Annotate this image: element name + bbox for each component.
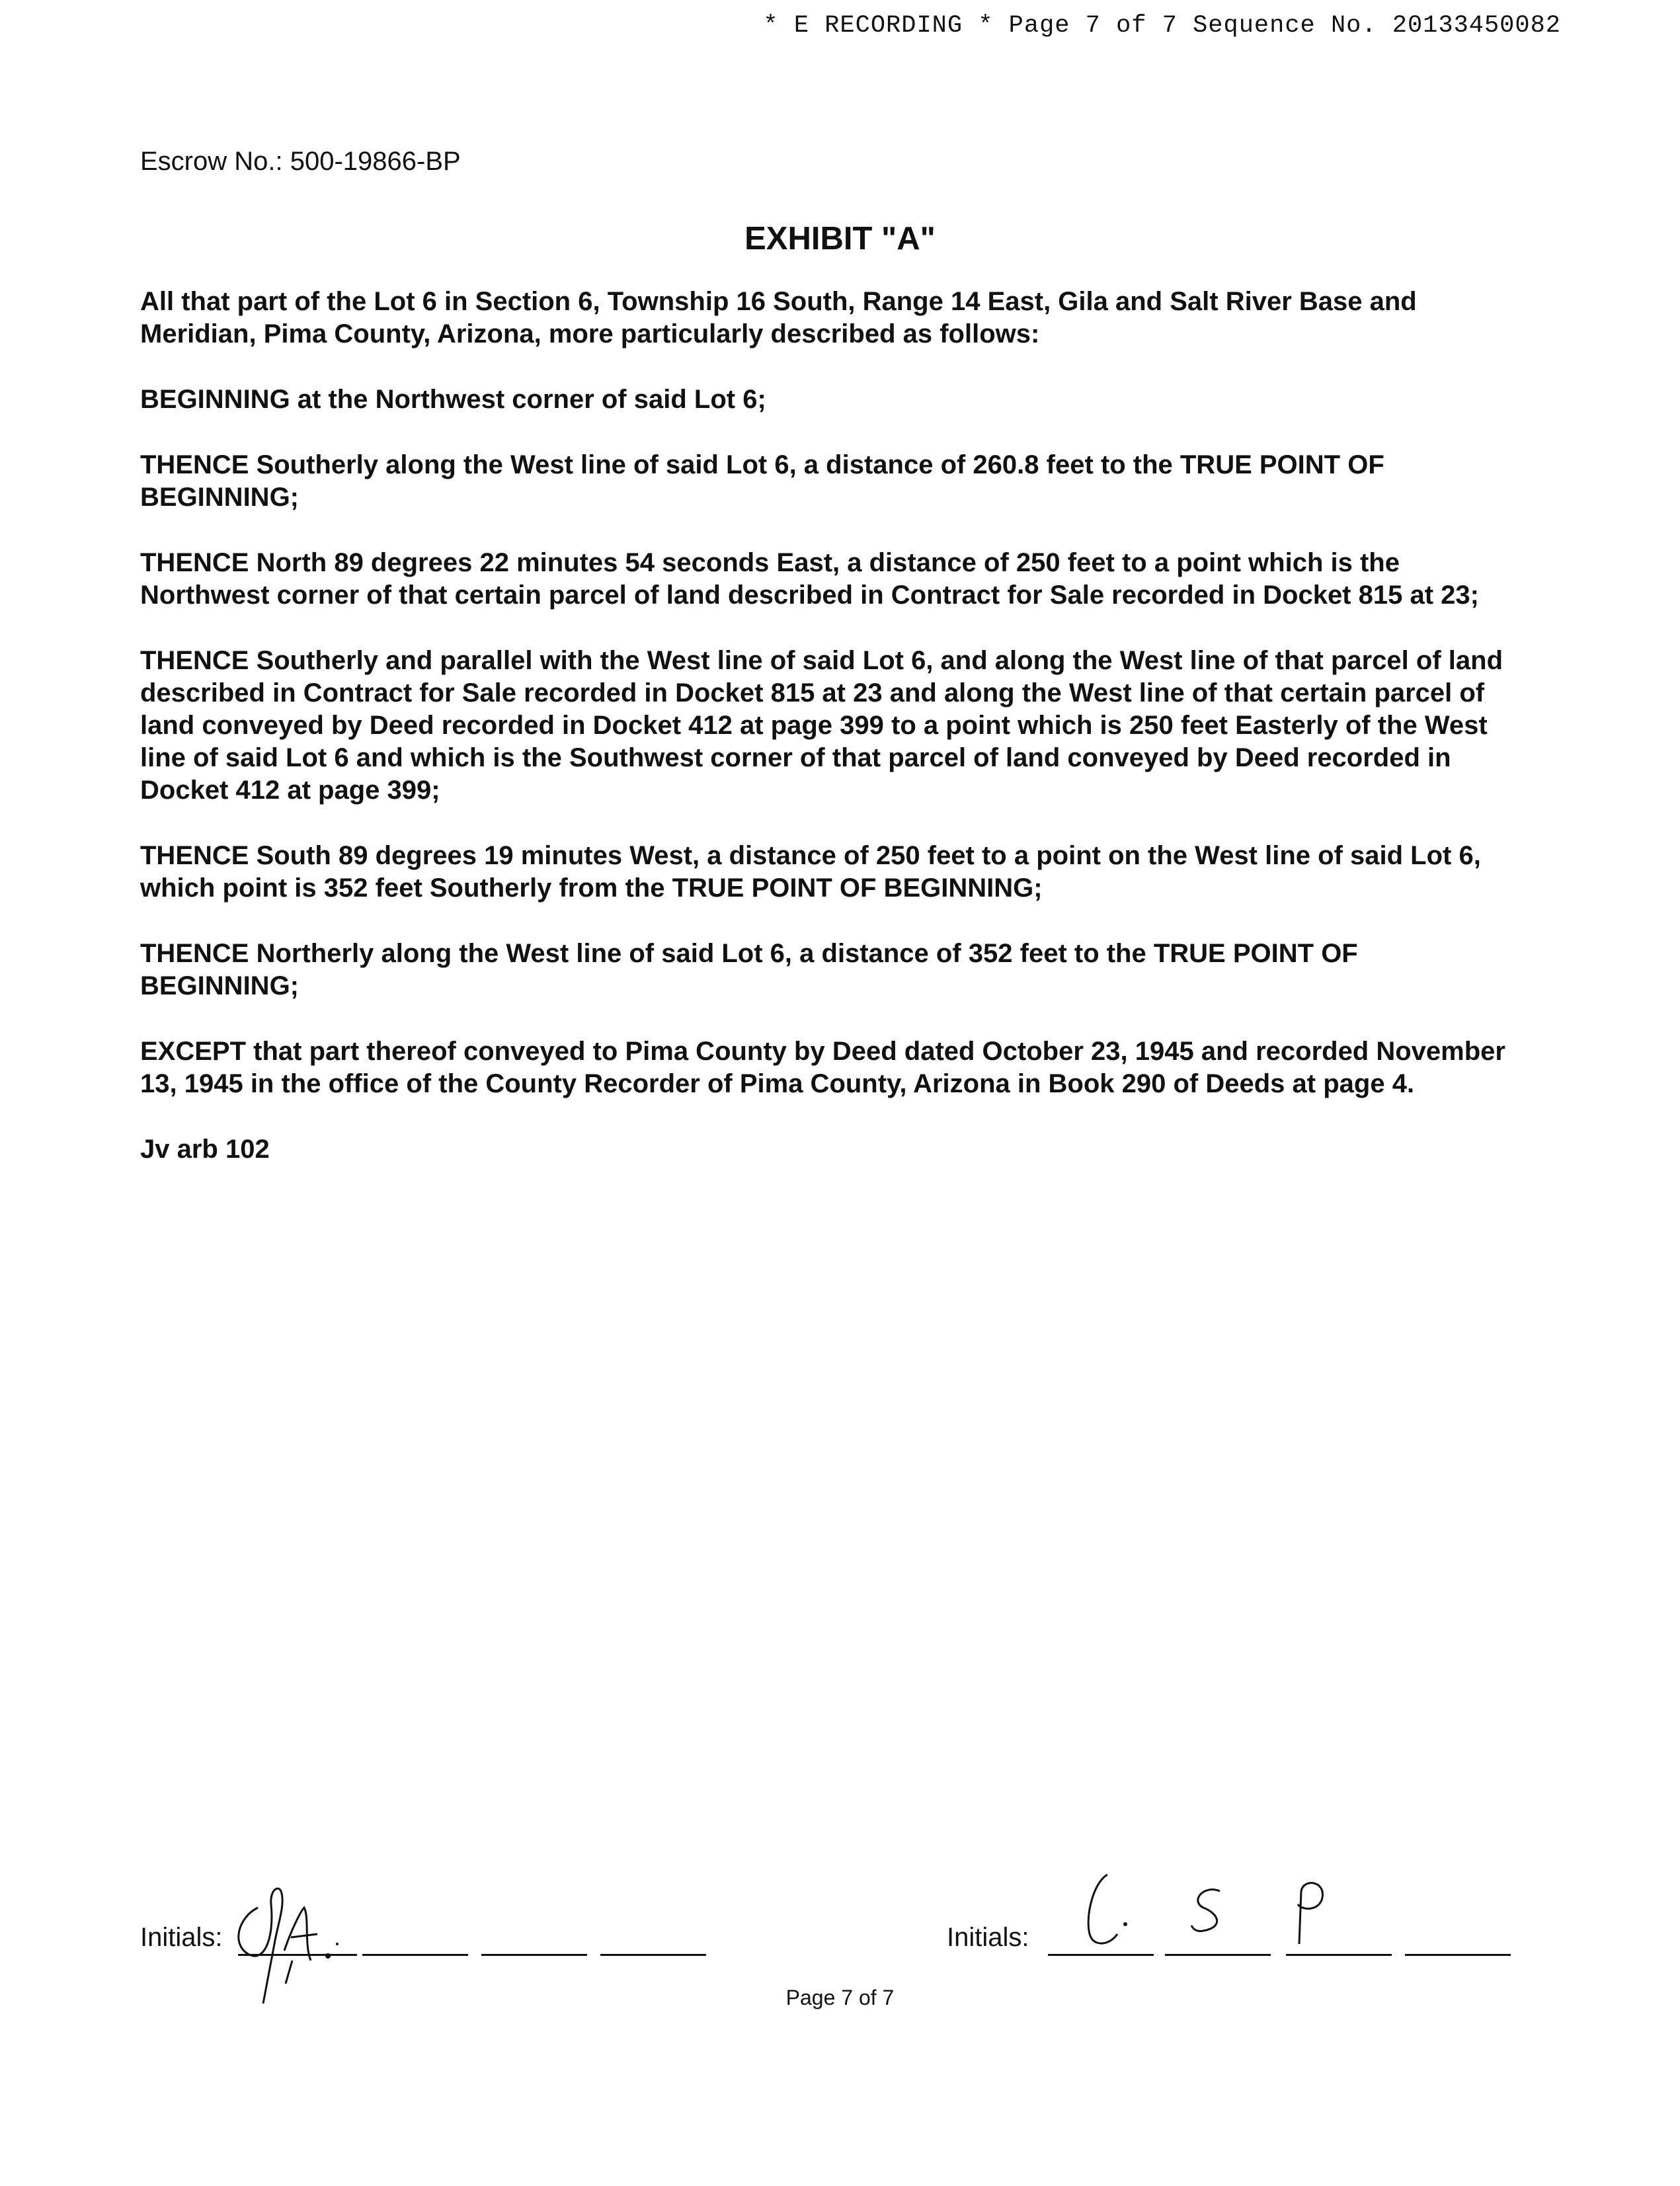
page-number: Page 7 of 7 [785,1986,895,2009]
exhibit-title: EXHIBIT "A" [744,221,936,257]
initials-line-left-3 [481,1954,587,1956]
paragraph-except: EXCEPT that part thereof conveyed to Pima County by Deed dated October 23, 1945 and recorded November 13, 1945 in the office of the County Recorder of Pima County, Arizona in Book 290 of Deeds at page 4. [140,1037,1505,1098]
reference-code: Jv arb 102 [140,1135,270,1164]
paragraph-beginning: BEGINNING at the Northwest corner of said Lot 6; [140,385,766,414]
initials-line-left-4 [600,1954,706,1956]
initials-label-left: Initials: [140,1923,223,1952]
escrow-number: Escrow No.: 500-19866-BP [140,147,461,176]
legal-description [140,286,1522,1166]
initials-label-right: Initials: [947,1923,1029,1952]
paragraph-thence-3: THENCE Southerly and parallel with the West line of said Lot 6, and along the West line of that parcel of land described in Contract for Sale recorded in Docket 815 at 23 and along the West line of that certain parcel of land conveyed by Deed recorded in Docket 412 at page 399 to a point which is 250 feet Easterly of the West line of said Lot 6 and which is the Southwest corner of that parcel of land conveyed by Deed recorded in Docket 412 at page 399; [140,646,1503,805]
paragraph-thence-1: THENCE Southerly along the West line of said Lot 6, a distance of 260.8 feet to the TRUE POINT OF BEGINNING; [140,450,1384,512]
recording-header: * E RECORDING * Page 7 of 7 Sequence No. 20133450082 [763,12,1561,40]
paragraph-thence-4: THENCE South 89 degrees 19 minutes West, a distance of 250 feet to a point on the West line of said Lot 6, which point is 352 feet Southerly from the TRUE POINT OF BEGINNING; [140,841,1481,903]
paragraph-intro: All that part of the Lot 6 in Section 6, Township 16 South, Range 14 East, Gila and Salt River Base and Meridian, Pima County, Arizona, more particularly described as follows: [140,287,1417,348]
initials-line-left-2 [362,1954,468,1956]
handwritten-initials-right [1071,1865,1362,1964]
paragraph-thence-5: THENCE Northerly along the West line of said Lot 6, a distance of 352 feet to the TRUE POINT OF BEGINNING; [140,939,1358,1000]
initials-line-right-4 [1405,1954,1511,1956]
paragraph-thence-2: THENCE North 89 degrees 22 minutes 54 seconds East, a distance of 250 feet to a point which is the Northwest corner of that certain parcel of land described in Contract for Sale recorded in Docket 815 at 23; [140,548,1479,610]
